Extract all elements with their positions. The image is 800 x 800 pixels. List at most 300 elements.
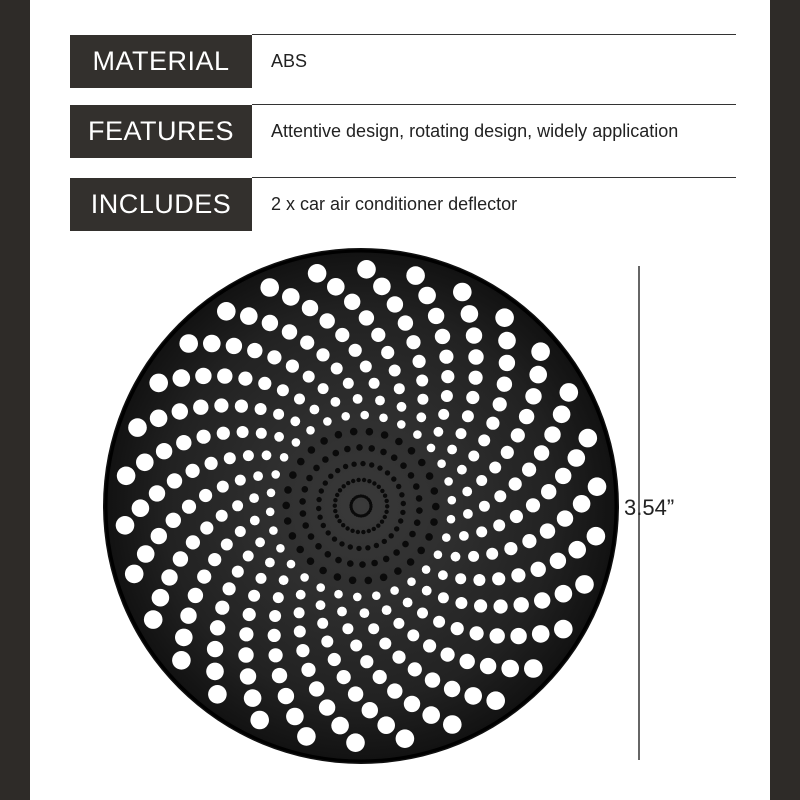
vent-hole [284,517,292,525]
vent-hole [175,629,193,647]
vent-hole [398,518,403,523]
vent-hole [443,715,462,734]
vent-hole [335,493,339,497]
vent-hole [337,670,351,684]
vent-hole [262,450,272,460]
vent-hole [235,526,246,537]
vent-hole [273,592,284,603]
vent-hole [473,574,485,586]
vent-hole [238,647,253,662]
vent-hole [416,375,428,387]
vent-hole [557,510,573,526]
vent-hole [342,484,346,488]
vent-hole [294,607,305,618]
vent-hole [207,641,223,657]
vent-hole [397,420,406,429]
vent-hole [341,523,345,527]
vent-hole [417,394,428,405]
vent-hole [300,510,307,517]
vent-hole [510,510,523,523]
vent-hole [417,547,425,555]
vent-hole [418,287,436,305]
vent-hole [468,551,479,562]
vent-hole [534,592,550,608]
vent-hole [300,573,309,582]
vent-hole [360,655,373,668]
vent-hole [255,403,267,415]
vent-hole [373,278,391,296]
vent-hole [413,430,422,439]
vent-hole [136,454,154,472]
vent-hole [501,446,514,459]
vent-hole [486,548,498,560]
vent-hole [409,531,416,538]
vent-hole [480,658,496,674]
vent-hole [380,574,388,582]
spec-label-features: FEATURES [70,105,252,158]
vent-hole [380,449,387,456]
vent-hole [525,388,541,404]
vent-hole [180,608,196,624]
vent-hole [239,627,253,641]
vent-hole [383,494,387,498]
vent-hole [431,487,439,495]
vent-hole [441,648,455,662]
vent-hole [156,443,172,459]
vent-hole [362,478,366,482]
vent-hole [296,546,304,554]
vent-hole [186,464,200,478]
vent-hole [418,459,426,467]
vent-hole [258,377,271,390]
vent-hole [416,507,423,514]
vent-hole [341,412,350,421]
vent-hole [335,557,342,564]
vent-hole [240,307,258,325]
vent-hole [444,477,453,486]
vent-hole [356,478,360,482]
vent-hole [331,397,341,407]
vent-hole [554,620,573,639]
vent-hole [399,492,404,497]
vent-hole [394,526,399,531]
vent-hole [151,528,167,544]
vent-hole [166,513,181,528]
vent-hole [468,349,483,364]
vent-hole [351,462,356,467]
vent-hole [327,278,345,296]
vent-hole [393,549,400,556]
vent-hole [381,431,389,439]
vent-hole [319,567,327,575]
vent-hole [509,477,522,490]
vent-hole [560,383,579,402]
vent-hole [310,405,320,415]
vent-hole [367,529,371,533]
vent-hole [385,504,389,508]
vent-hole [237,426,249,438]
vent-hole [269,526,278,535]
vent-hole [335,328,349,342]
vent-hole [531,562,546,577]
vent-hole [455,597,467,609]
vent-hole [217,368,232,383]
vent-hole [478,434,490,446]
vent-hole [383,556,390,563]
vent-hole [244,689,262,707]
vent-hole [568,449,586,467]
vent-hole [383,515,387,519]
vent-hole [425,533,433,541]
vent-hole [167,473,182,488]
vent-hole [441,370,454,383]
vent-hole [357,260,376,279]
vent-hole [459,531,469,541]
vent-hole [200,521,213,534]
vent-hole [235,400,248,413]
vent-hole [224,452,236,464]
vent-hole [555,585,573,603]
vent-hole [360,608,370,618]
vent-hole [391,476,396,481]
vent-hole [217,427,230,440]
vent-hole [217,302,236,321]
vent-hole [369,462,374,467]
vent-hole [359,310,374,325]
vent-hole [317,618,328,629]
vent-hole [522,463,536,477]
vent-hole [232,500,243,511]
vent-hole [172,403,188,419]
vent-hole [350,529,354,533]
vent-hole [266,508,275,517]
vent-hole [208,685,227,704]
vent-hole [315,543,322,550]
vent-hole [250,516,260,526]
vent-hole [238,372,252,386]
vent-hole [267,489,276,498]
spec-value-features: Attentive design, rotating design, widely application [271,121,679,141]
vent-hole [368,623,379,634]
vent-hole [116,516,135,535]
vent-hole [439,350,453,364]
vent-hole [438,570,448,580]
vent-hole [223,582,236,595]
vent-hole [215,601,229,615]
vent-hole [255,537,265,547]
vent-hole [193,400,208,415]
vent-hole [422,706,440,724]
vent-hole [144,610,163,629]
vent-hole [269,610,281,622]
vent-hole [486,691,505,710]
vent-hole [249,493,259,503]
vent-hole [248,590,260,602]
vent-hole [333,498,337,502]
vent-hole [587,527,606,546]
vent-hole [451,622,464,635]
vent-hole [294,626,306,638]
vent-hole [408,662,422,676]
vent-hole [276,544,285,553]
vent-hole [150,410,168,428]
vent-hole [550,553,566,569]
vent-hole [414,519,421,526]
vent-hole [240,668,256,684]
vent-hole [280,453,289,462]
vent-hole [394,383,405,394]
vent-hole [407,558,415,566]
vent-hole [453,283,472,302]
vent-hole [413,483,420,490]
vent-hole [426,472,434,480]
vent-hole [197,570,211,584]
vent-hole [296,590,306,600]
vent-hole [274,432,284,442]
vent-hole [176,435,191,450]
spec-value-material: ABS [271,51,308,71]
vent-hole [404,696,420,712]
vent-hole [125,565,144,584]
vent-hole [541,484,556,499]
vent-hole [321,636,333,648]
vent-hole [256,428,267,439]
vent-hole [173,369,191,387]
vent-hole [376,524,380,528]
vent-hole [256,573,267,584]
vent-hole [221,539,233,551]
vent-hole [286,708,304,726]
vent-hole [208,553,221,566]
vent-hole [216,510,228,522]
vent-hole [400,510,405,515]
vent-hole [365,577,373,585]
vent-hole [448,496,457,505]
vent-hole [333,504,337,508]
vent-hole [447,515,456,524]
vent-hole [408,472,415,479]
vent-hole [427,444,436,453]
vent-hole [284,486,292,494]
vent-hole [297,458,305,466]
vent-hole [534,445,549,460]
vent-hole [349,577,357,585]
vent-hole [289,471,297,479]
vent-hole [356,530,360,534]
vent-hole [344,446,351,453]
vent-hole [396,484,401,489]
vent-hole [510,628,526,644]
vent-hole [468,451,479,462]
vent-hole [308,264,327,283]
vent-hole [384,510,388,514]
vent-hole [331,717,349,735]
vent-hole [337,519,341,523]
vent-hole [292,438,301,447]
vent-hole [400,462,407,469]
vent-hole [365,545,370,550]
vent-hole [186,535,200,549]
vent-hole [361,530,365,534]
vent-hole [393,618,404,629]
vent-hole [320,437,328,445]
vent-hole [492,572,505,585]
vent-hole [387,296,403,312]
vent-hole [350,428,358,436]
vent-hole [339,541,344,546]
vent-hole [519,409,534,424]
vent-hole [319,488,324,493]
vent-hole [356,444,363,451]
vent-hole [466,327,482,343]
vent-hole [422,565,431,574]
vent-hole [232,566,244,578]
vent-hole [493,397,507,411]
vent-hole [348,544,353,549]
vent-hole [372,481,376,485]
vent-hole [279,575,289,585]
vent-hole [206,663,224,681]
vent-hole [306,475,313,482]
vent-hole [380,520,384,524]
vent-hole [359,561,366,568]
vent-hole [250,711,269,730]
vent-hole [319,699,335,715]
vent-hole [514,597,529,612]
vent-hole [494,490,506,502]
vent-hole [335,468,340,473]
vent-hole [282,288,300,306]
vent-hole [470,626,484,640]
vent-hole [437,459,446,468]
vent-hole [299,498,306,505]
vent-hole [331,363,343,375]
vent-hole [243,551,254,562]
vent-hole [460,654,475,669]
vent-hole [267,350,281,364]
vent-hole [368,445,375,452]
spec-value-includes: 2 x car air conditioner deflector [271,194,518,214]
vent-hole [272,668,287,683]
vent-hole [494,599,508,613]
vent-hole [407,577,416,586]
vent-hole [342,623,353,634]
vent-hole [579,429,598,448]
vent-hole [385,499,389,503]
vent-hole [173,551,188,566]
vent-hole [369,503,372,506]
vent-hole [260,278,279,297]
vent-hole [316,497,321,502]
vent-hole [322,456,329,463]
vent-hole [325,551,332,558]
vent-hole [392,651,405,664]
vent-hole [345,526,349,530]
vent-hole [268,629,281,642]
vent-hole [278,688,294,704]
vent-hole [432,503,440,511]
vent-hole [406,335,420,349]
vent-hole [210,620,225,635]
vent-hole [474,599,487,612]
vent-hole [317,515,322,520]
vent-hole [511,428,525,442]
vent-hole [353,593,362,602]
vent-hole [320,313,335,328]
vent-hole [302,486,309,493]
vent-hole [172,651,191,670]
vent-hole [511,568,525,582]
vent-hole [303,371,315,383]
vent-hole [253,471,263,481]
vent-hole [435,329,450,344]
vent-hole [457,465,467,475]
vent-hole [462,487,472,497]
vent-hole [356,546,361,551]
vent-hole [347,560,354,567]
vent-hole [476,475,487,486]
vent-hole [182,500,196,514]
vent-hole [490,628,505,643]
vent-hole [294,394,305,405]
vent-hole [243,608,256,621]
vent-hole [199,489,212,502]
vent-hole [466,391,479,404]
vent-hole [195,368,211,384]
vent-hole [540,523,555,538]
vent-hole [417,608,428,619]
vent-hole [377,716,395,734]
vent-hole [302,300,318,316]
vent-hole [203,335,221,353]
vent-hole [379,414,388,423]
vent-hole [444,681,460,697]
vent-hole [382,539,387,544]
vent-hole [302,522,309,529]
vent-hole [217,481,229,493]
vent-hole [346,733,365,752]
vent-hole [313,465,320,472]
vent-hole [318,383,329,394]
vent-hole [531,342,550,361]
vent-hole [371,560,378,567]
vent-hole [529,366,547,384]
vent-hole [286,360,299,373]
vent-hole [455,573,466,584]
vent-hole [463,509,473,519]
vent-hole [300,336,314,350]
vent-hole [326,530,331,535]
vent-hole [461,305,479,323]
vent-hole [348,686,363,701]
vent-hole [282,324,297,339]
vent-hole [353,394,363,404]
vent-hole [464,687,482,705]
vent-hole [588,477,607,496]
vent-hole [367,479,371,483]
vent-hole [469,371,483,385]
vent-hole [226,338,242,354]
vent-hole [377,485,381,489]
vent-hole [433,616,445,628]
vent-hole [197,430,211,444]
vent-hole [321,523,326,528]
vent-hole [374,543,379,548]
vent-hole [408,447,416,455]
vent-hole [296,644,309,657]
vent-hole [271,470,280,479]
vent-hole [373,670,387,684]
